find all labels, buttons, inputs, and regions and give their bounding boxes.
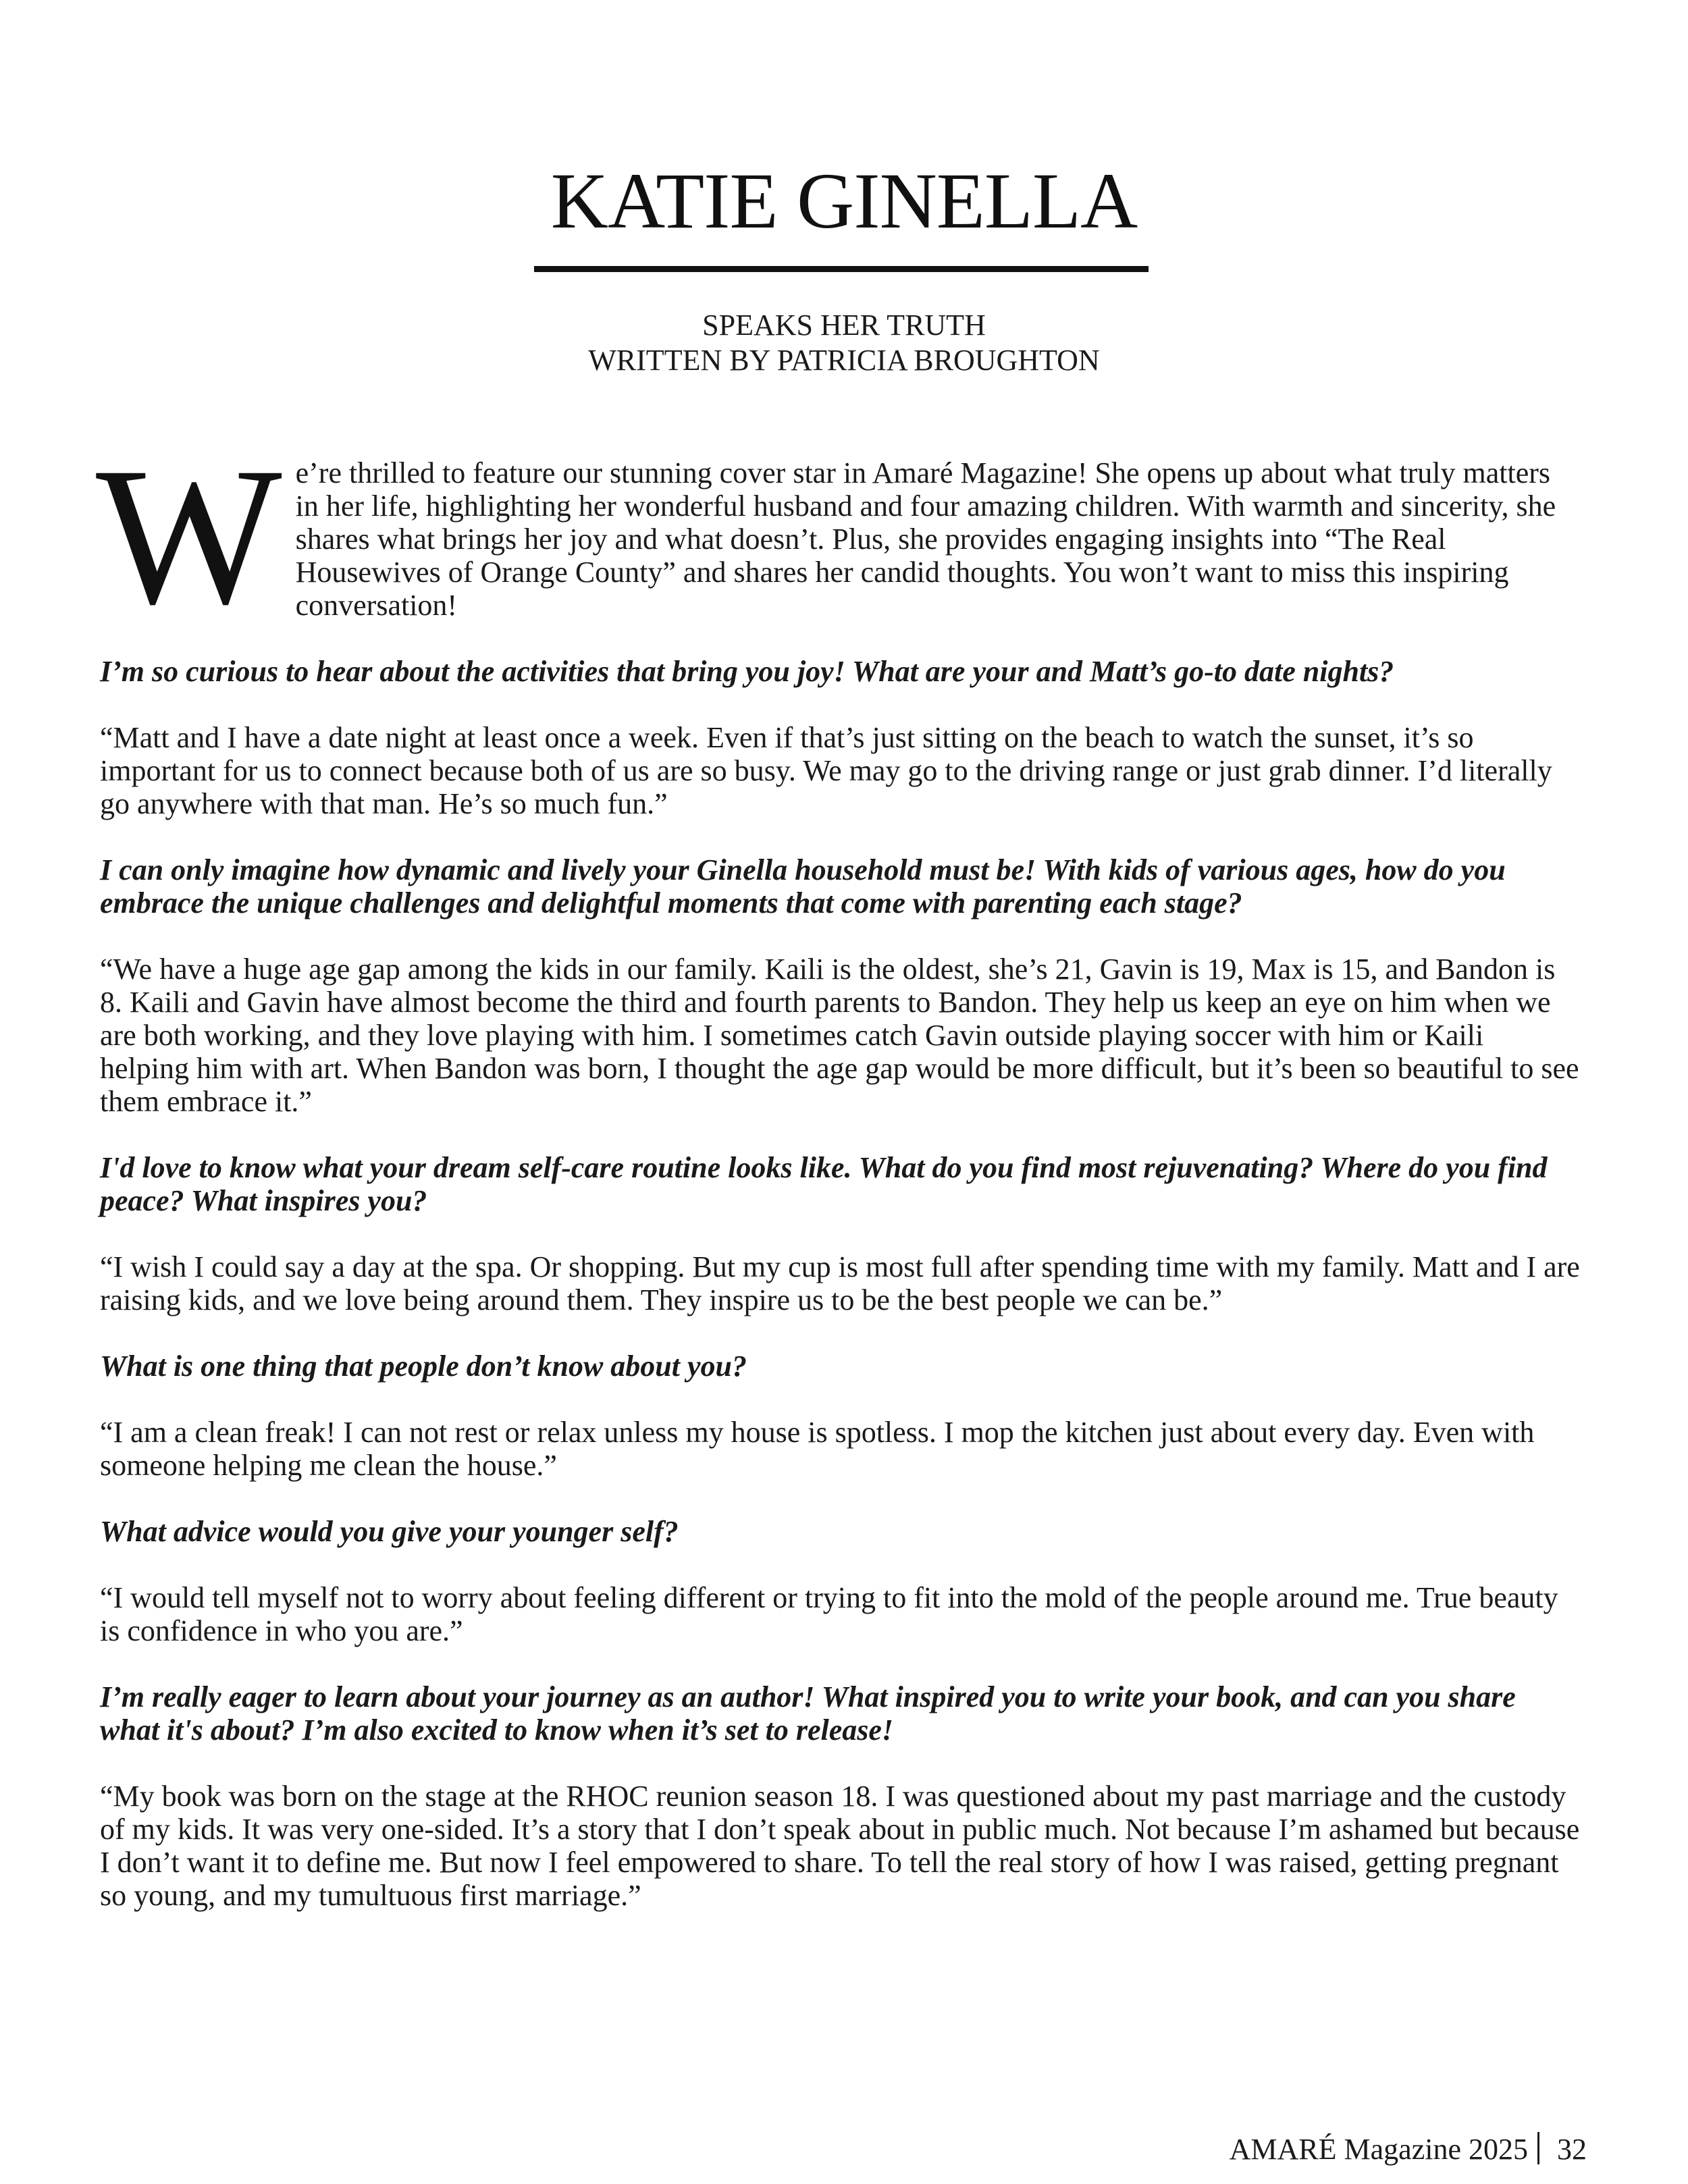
- drop-cap: W: [96, 427, 282, 645]
- question-1: I’m so curious to hear about the activities that bring you joy! What are your and Matt’s go-to date nights?: [100, 655, 1394, 688]
- intro-text: e’re thrilled to feature our stunning cover star in Amaré Magazine! She opens up about what truly matters in her life, highlighting her wonderful husband and four amazing children. With warmth and sincerity, she shares what brings her joy and what doesn’t. Plus, she provides engaging insights into “The Real Housewives of Orange County” and shares her candid thoughts. You won’t want to miss this inspiring conversation!: [295, 456, 1556, 622]
- article-subtitle: [0, 308, 1688, 378]
- question-6: I’m really eager to learn about your journey as an author! What inspired you to write your book, and can you share what it's about? I’m also excited to know when it’s set to release!: [100, 1680, 1516, 1747]
- answer-5: “I would tell myself not to worry about feeling different or trying to fit into the mold of the people around me. True beauty is confidence in who you are.”: [100, 1581, 1558, 1647]
- intro-paragraph: [96, 427, 1580, 645]
- footer-divider: [1537, 2132, 1539, 2164]
- answer-6: “My book was born on the stage at the RHOC reunion season 18. I was questioned about my past marriage and the custody of my kids. It was very one-sided. It’s a story that I don’t speak about in public much. Not because I’m ashamed but because I don’t want it to define me. But now I feel empowered to share. To tell the real story of how I was raised, getting pregnant so young, and my tumultuous first marriage.”: [100, 1780, 1580, 1912]
- publication-name: AMARÉ Magazine 2025: [1229, 2133, 1528, 2166]
- article-title: KATIE GINELLA: [550, 157, 1138, 245]
- page-footer: [1230, 2132, 1587, 2167]
- subtitle-tagline: SPEAKS HER TRUTH: [702, 309, 986, 342]
- question-4: What is one thing that people don’t know about you?: [100, 1350, 747, 1383]
- page-number: 32: [1557, 2133, 1587, 2166]
- answer-1: “Matt and I have a date night at least once a week. Even if that’s just sitting on the beach to watch the sunset, it’s so important for us to connect because both of us are so busy. We may go to the driving range or just grab dinner. I’d literally go anywhere with that man. He’s so much fun.”: [100, 721, 1552, 820]
- article-body: [96, 427, 1580, 1912]
- answer-3: “I wish I could say a day at the spa. Or shopping. But my cup is most full after spending time with my family. Matt and I are raising kids, and we love being around them. They inspire us to be the best people we can be.”: [100, 1250, 1580, 1316]
- question-2: I can only imagine how dynamic and lively your Ginella household must be! With kids of various ages, how do you embrace the unique challenges and delightful moments that come with parenting each stage?: [100, 853, 1506, 920]
- answer-2: “We have a huge age gap among the kids in our family. Kaili is the oldest, she’s 21, Gavin is 19, Max is 15, and Bandon is 8. Kaili and Gavin have almost become the third and fourth parents to Bandon. They help us keep an eye on him when we are both working, and they love playing with him. I sometimes catch Gavin outside playing soccer with him or Kaili helping him with art. When Bandon was born, I thought the age gap would be more difficult, but it’s been so beautiful to see them embrace it.”: [100, 953, 1579, 1118]
- question-3: I'd love to know what your dream self-care routine looks like. What do you find most rejuvenating? Where do you find peace? What inspires you?: [100, 1151, 1548, 1217]
- question-5: What advice would you give your younger self?: [100, 1515, 679, 1548]
- subtitle-byline: WRITTEN BY PATRICIA BROUGHTON: [588, 344, 1100, 377]
- answer-4: “I am a clean freak! I can not rest or relax unless my house is spotless. I mop the kitchen just about every day. Even with someone helping me clean the house.”: [100, 1416, 1535, 1482]
- title-divider: [534, 266, 1149, 272]
